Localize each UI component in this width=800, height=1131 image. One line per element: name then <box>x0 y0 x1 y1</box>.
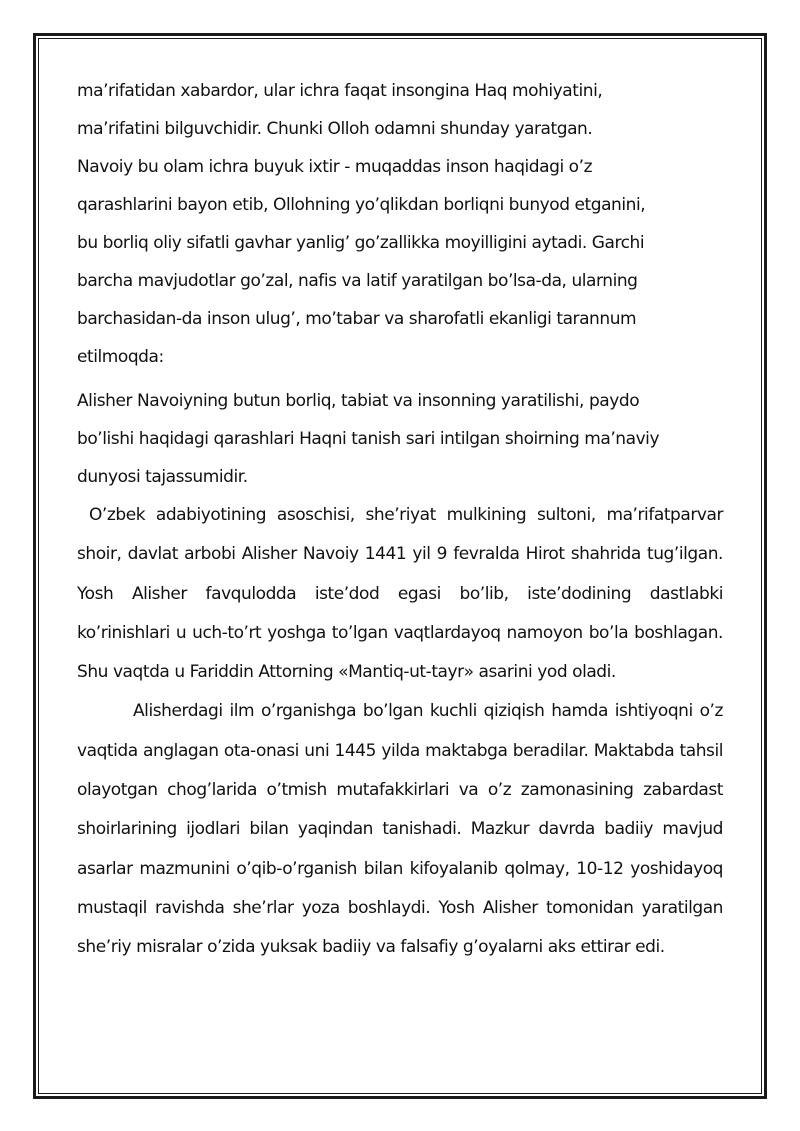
paragraph-1: ma’rifatidan xabardor, ular ichra faqat insongina Haq mohiyatini, ma’rifatini bilguvchidir. Chunki Olloh odamni shunday yaratgan. Navoiy bu olam ichra buyuk ixtir - muqaddas inson haqidagi o’z qarashlarini bayon etib, Ollohning yo’qlikdan borliqni bunyod etganini, bu borliq oliy sifatli gavhar yanlig’ go’zallikka moyilligini aytadi. Garchi barcha mavjudotlar go’zal, nafis va latif yaratilgan bo’lsa-da, ularning barchasidan-da inson ulug’, mo’tabar va sharofatli ekanligi tarannum etilmoqda: <box>77 81 646 367</box>
paragraph-2: Alisher Navoiyning butun borliq, tabiat va insonning yaratilishi, paydo bo’lishi haqidagi qarashlari Haqni tanish sari intilgan shoirning ma’naviy dunyosi tajassumidir. <box>77 391 660 487</box>
paragraph-3: O’zbek adabiyotining asoschisi, she’riyat mulkining sultoni, ma’rifatparvar shoir, davlat arbobi Alisher Navoiy 1441 yil 9 fevralda Hirot shahrida tug’ilgan. Yosh Alisher favqulodda iste’dod egasi bo’lib, iste’dodining dastlabki ko’rinishlari u uch-to’rt yoshga to’lgan vaqtlardayoq namoyon bo’la boshlagan. Shu vaqtda u Fariddin Attorning «Mantiq-ut-tayr» asarini yod oladi. <box>77 505 723 683</box>
document-body <box>77 72 723 968</box>
paragraph-4: Alisherdagi ilm o’rganishga bo’lgan kuchli qiziqish hamda ishtiyoqni o’z vaqtida anglagan ota-onasi uni 1445 yilda maktabga beradilar. Maktabda tahsil olayotgan chog’larida o’tmish mutafakkirlari va o’z zamonasining zabardast shoirlarining ijodlari bilan yaqindan tanishadi. Mazkur davrda badiiy mavjud asarlar mazmunini o’qib-o’rganish bilan kifoyalanib qolmay, 10-12 yoshidayoq mustaqil ravishda she’rlar yoza boshlaydi. Yosh Alisher tomonidan yaratilgan she’riy misralar o’zida yuksak badiiy va falsafiy g’oyalarni aks ettirar edi. <box>77 701 723 958</box>
